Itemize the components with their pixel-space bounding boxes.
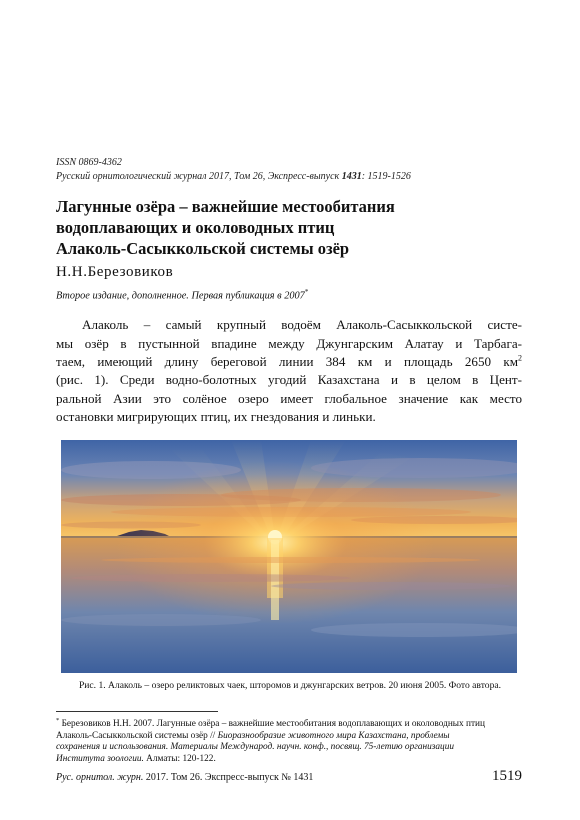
- footnote: [56, 715, 522, 765]
- lake-sunset-photo: [61, 440, 517, 673]
- footnote-line-1-text: Березовиков Н.Н. 2007. Лагунные озёра – важнейшие местообитания водоплавающих и околоводных птиц: [59, 719, 486, 730]
- footer-journal: [56, 772, 313, 783]
- footnote-line-2: [56, 731, 522, 743]
- body-line-2: мы озёр в пустынной впадине между Джунгарским Алатау и Тарбага-: [56, 335, 522, 351]
- body-line-5: ральной Азии это солёное озеро имеет глобальное значение как место: [56, 390, 522, 406]
- title-line-3: Алаколь-Сасыккольской системы озёр: [56, 239, 350, 258]
- issue-number: 1431: [341, 171, 362, 182]
- journal-metadata: [56, 156, 522, 184]
- footnote-divider: [56, 711, 218, 712]
- footnote-mark: *: [56, 717, 60, 724]
- footer-journal-name: Рус. орнитол. журн.: [56, 772, 144, 783]
- page-footer: [56, 765, 522, 785]
- footer-journal-issue: 2017. Том 26. Экспресс-выпуск № 1431: [143, 772, 314, 783]
- author-name: Н.Н.Березовиков: [56, 264, 174, 280]
- body-line-6: остановки мигрирующих птиц, их гнездования и линьки.: [56, 408, 376, 424]
- page-number: 1519: [492, 768, 522, 784]
- issn: ISSN 0869-4362: [56, 157, 122, 168]
- area-superscript: 2: [518, 353, 522, 363]
- footnote-line-3: сохранения и использования. Материалы Международ. научн. конф., посвящ. 75-летию организации: [56, 742, 454, 753]
- body-line-1: Алаколь – самый крупный водоём Алаколь-Сасыккольской систе-: [82, 317, 522, 333]
- citation-line: [56, 170, 522, 184]
- citation-pages: : 1519-1526: [361, 171, 411, 182]
- footnote-line-2-plain: Алаколь-Сасыккольской системы озёр //: [56, 730, 218, 741]
- footnote-line-4: [56, 754, 522, 766]
- body-line-4: (рис. 1). Среди водно-болотных угодий Казахстана и в целом в Цент-: [56, 372, 522, 388]
- edition-note: [56, 285, 522, 303]
- footnote-line-4-italic: Института зоологии.: [56, 753, 144, 764]
- body-paragraph: [56, 316, 522, 426]
- article-page: [56, 156, 522, 426]
- citation-prefix: Русский орнитологический журнал 2017, Том 26, Экспресс-выпуск: [56, 171, 342, 182]
- footnote-line-2-italic: Биоразнообразие животного мира Казахстана, проблемы: [217, 730, 450, 741]
- footnote-line-4-plain: Алматы: 120-122.: [143, 753, 216, 764]
- figure-caption: Рис. 1. Алаколь – озеро реликтовых чаек, шторомов и джунгарских ветров. 20 июня 2005. Фото автора.: [78, 680, 502, 691]
- footnote-line-1: [56, 715, 522, 731]
- edition-text: Второе издание, дополненное. Первая публикация в 2007: [56, 290, 305, 302]
- title-line-1: Лагунные озёра – важнейшие местообитания: [56, 197, 395, 216]
- article-title: [56, 196, 522, 259]
- body-line-3-text: таем, имеющий длину береговой линии 384 км и площадь 2650 км: [56, 354, 518, 370]
- title-line-2: водоплавающих и околоводных птиц: [56, 218, 335, 237]
- body-line-3: [56, 353, 522, 371]
- edition-footnote-mark: *: [304, 288, 309, 296]
